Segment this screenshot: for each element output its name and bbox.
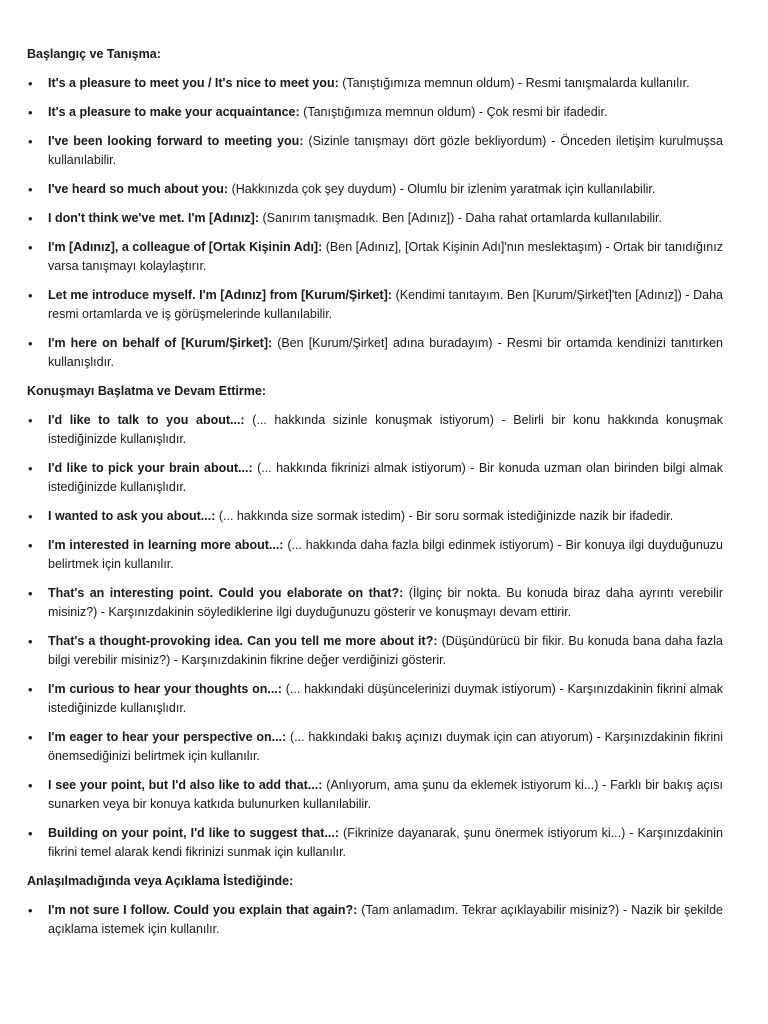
phrase-text: Let me introduce myself. I'm [Adınız] from [Kurum/Şirket]: <box>48 288 392 302</box>
phrase-text: I've heard so much about you: <box>48 182 229 196</box>
section-heading-introductions: Başlangıç ve Tanışma: <box>27 47 161 61</box>
phrase-text: I see your point, but I'd also like to add that...: <box>48 778 323 792</box>
list-item <box>27 74 723 93</box>
phrase-text: It's a pleasure to meet you / It's nice to meet you: <box>48 76 339 90</box>
list-item <box>27 901 723 939</box>
phrase-description: (... hakkındaki bakış açınızı duymak için can atıyorum) - Karşınızdakinin fikrini önemsediğinizi belirtmek için kullanılır. <box>48 730 723 763</box>
list-item <box>27 334 723 372</box>
list-item <box>27 536 723 574</box>
phrase-list-clarification <box>27 901 723 939</box>
phrase-text: I'm eager to hear your perspective on...: <box>48 730 287 744</box>
phrase-description: (İlginç bir nokta. Bu konuda biraz daha ayrıntı verebilir misiniz?) - Karşınızdakinin söylediklerine ilgi duyduğunuzu gösterir ve konuşmayı devam ettirir. <box>48 586 723 619</box>
phrase-text: I'm [Adınız], a colleague of [Ortak Kişinin Adı]: <box>48 240 323 254</box>
phrase-description: (... hakkında daha fazla bilgi edinmek istiyorum) - Bir konuya ilgi duyduğunuzu belirtmek için kullanılır. <box>48 538 723 571</box>
list-item <box>27 180 723 199</box>
list-item <box>27 584 723 622</box>
phrase-description: (Tanıştığımıza memnun oldum) - Resmi tanışmalarda kullanılır. <box>342 76 690 90</box>
phrase-text: I'd like to talk to you about...: <box>48 413 245 427</box>
phrase-text: I'm interested in learning more about...: <box>48 538 284 552</box>
list-item <box>27 728 723 766</box>
phrase-text: I don't think we've met. I'm [Adınız]: <box>48 211 260 225</box>
list-item <box>27 209 723 228</box>
list-item <box>27 459 723 497</box>
phrase-text: I've been looking forward to meeting you: <box>48 134 304 148</box>
phrase-text: That's a thought-provoking idea. Can you tell me more about it?: <box>48 634 438 648</box>
phrase-text: I'm here on behalf of [Kurum/Şirket]: <box>48 336 273 350</box>
phrase-text: Building on your point, I'd like to suggest that...: <box>48 826 339 840</box>
phrase-description: (Sizinle tanışmayı dört gözle bekliyordum) - Önceden iletişim kurulmuşsa kullanılabilir. <box>48 134 723 167</box>
list-item <box>27 286 723 324</box>
list-item <box>27 411 723 449</box>
phrase-description: (Fikrinize dayanarak, şunu önermek istiyorum ki...) - Karşınızdakinin fikrini temel alarak kendi fikrinizi sunmak için kullanılır. <box>48 826 723 859</box>
list-item <box>27 776 723 814</box>
list-item <box>27 824 723 862</box>
phrase-description: (Kendimi tanıtayım. Ben [Kurum/Şirket]'ten [Adınız]) - Daha resmi ortamlarda ve iş görüşmelerinde kullanılabilir. <box>48 288 723 321</box>
list-item <box>27 680 723 718</box>
phrase-text: I wanted to ask you about...: <box>48 509 216 523</box>
list-item <box>27 632 723 670</box>
list-item <box>27 132 723 170</box>
phrase-text: I'd like to pick your brain about...: <box>48 461 253 475</box>
phrase-description: (... hakkında size sormak istedim) - Bir soru sormak istediğinizde nazik bir ifadedir. <box>218 509 674 523</box>
phrase-list-conversation <box>27 411 723 862</box>
list-item <box>27 507 723 526</box>
phrase-description: (Ben [Kurum/Şirket] adına buradayım) - Resmi bir ortamda kendinizi tanıtırken kullanışlıdır. <box>48 336 723 369</box>
phrase-description: (... hakkında sizinle konuşmak istiyorum) - Belirli bir konu hakkında konuşmak istediğinizde kullanışlıdır. <box>48 413 723 446</box>
phrase-description: (... hakkındaki düşüncelerinizi duymak istiyorum) - Karşınızdakinin fikrini almak istediğinizde kullanışlıdır. <box>48 682 723 715</box>
phrase-text: It's a pleasure to make your acquaintance: <box>48 105 300 119</box>
phrase-list-introductions <box>27 74 723 372</box>
phrase-description: (Hakkınızda çok şey duydum) - Olumlu bir izlenim yaratmak için kullanılabilir. <box>231 182 656 196</box>
phrase-description: (Ben [Adınız], [Ortak Kişinin Adı]'nın meslektaşım) - Ortak bir tanıdığınız varsa tanışmayı kolaylaştırır. <box>48 240 723 273</box>
phrase-description: (Tanıştığımıza memnun oldum) - Çok resmi bir ifadedir. <box>303 105 608 119</box>
phrase-description: (... hakkında fikrinizi almak istiyorum) - Bir konuda uzman olan birinden bilgi almak istediğinizde kullanışlıdır. <box>48 461 724 494</box>
section-heading-conversation: Konuşmayı Başlatma ve Devam Ettirme: <box>27 384 266 398</box>
phrase-description: (Tam anlamadım. Tekrar açıklayabilir misiniz?) - Nazik bir şekilde açıklama istemek için kullanılır. <box>48 903 723 936</box>
phrase-description: (Anlıyorum, ama şunu da eklemek istiyorum ki...) - Farklı bir bakış açısı sunarken veya bir konuya katkıda bulunurken kullanılabilir. <box>48 778 723 811</box>
list-item <box>27 238 723 276</box>
phrase-text: I'm curious to hear your thoughts on...: <box>48 682 282 696</box>
phrase-description: (Düşündürücü bir fikir. Bu konuda bana daha fazla bilgi verebilir misiniz?) - Karşınızdakinin fikrine değer verdiğinizi gösterir. <box>48 634 723 667</box>
phrase-description: (Sanırım tanışmadık. Ben [Adınız]) - Daha rahat ortamlarda kullanılabilir. <box>262 211 662 225</box>
list-item <box>27 103 723 122</box>
phrase-text: That's an interesting point. Could you elaborate on that?: <box>48 586 404 600</box>
section-heading-clarification: Anlaşılmadığında veya Açıklama İstediğinde: <box>27 874 294 888</box>
phrase-text: I'm not sure I follow. Could you explain that again?: <box>48 903 358 917</box>
